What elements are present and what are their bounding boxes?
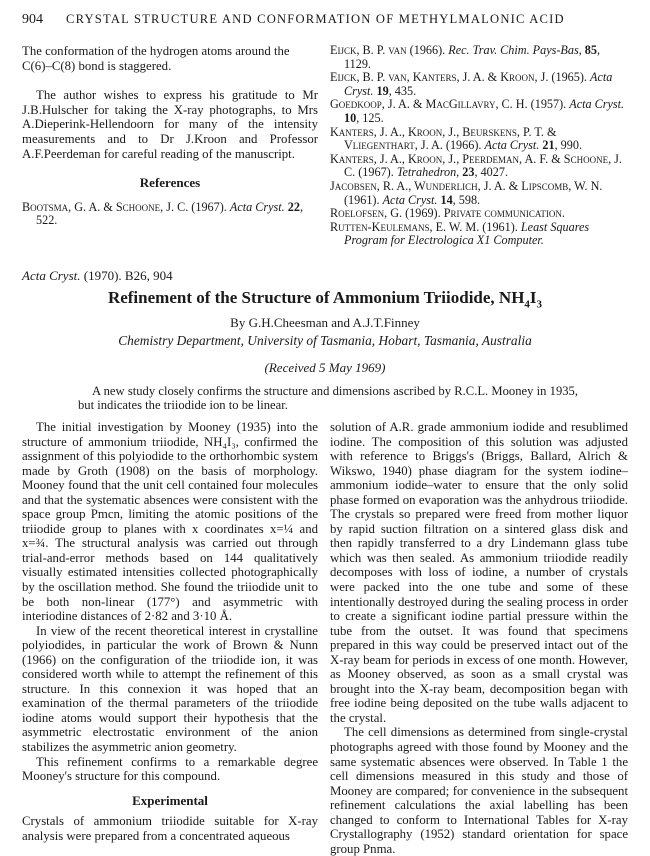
- reference-journal: Least Squares Program for Electrologica X1 Computer.: [344, 219, 590, 248]
- reference-authors: Jacobsen, R. A., Wunderlich, J. A. & Lipscomb, W. N. (1961).: [330, 178, 603, 207]
- reference-journal: Acta Cryst.: [229, 199, 288, 214]
- prev-article-left-column: [22, 44, 318, 228]
- page-number: 904: [22, 12, 43, 27]
- body-paragraph: solution of A.R. grade ammonium iodide and resublimed iodine. The composition of this solution was adjusted with reference to Briggs's (Briggs, Ballard, Alrich & Wikswo, 1940) phase diagram for the system iodine–ammonium iodide–water to ensure that the only solid phase formed on evaporation was the anhydrous triiodide. The crystals so prepared were freed from mother liquor by rapid suction filtration on a sintered glass disk and then rapidly transferred to a dry Lindemann glass tube which was then sealed. As ammonium triiodide readily decomposes with loss of iodine, a number of crystals were packed into the one tube and some of these intentionally destroyed during the sealing process in order to create a significant iodine partial pressure within the tube from the outset. It was found that specimens prepared in this way could be preserved intact out of the X-ray beam for periods in excess of one month. However, as Mooney observed, as soon as a small crystal was brought into the X-ray beam, decomposition began with free iodine being deposited on the tube walls adjacent to the crystal.: [330, 420, 628, 725]
- running-title: CRYSTAL STRUCTURE AND CONFORMATION OF METHYLMALONIC ACID: [66, 12, 565, 26]
- reference-authors: Eijck, B. P. van (1966).: [330, 43, 449, 57]
- reference-pages: , 4027.: [474, 165, 508, 180]
- reference-entry: [330, 71, 628, 98]
- article-title: Refinement of the Structure of Ammonium Triiodide, $NH_4I_3$: [107, 288, 543, 311]
- experimental-paragraph: Crystals of ammonium triiodide suitable for X-ray analysis were prepared from a concentrated aqueous: [22, 814, 318, 843]
- reference-journal: Acta Cryst.: [382, 192, 441, 207]
- reference-volume: 14: [440, 192, 453, 207]
- reference-entry: [330, 180, 628, 207]
- article-body-left-column: [22, 420, 318, 843]
- body-paragraph: The initial investigation by Mooney (1935) into the structure of ammonium triiodide, NH₄I₃, confirmed the assignment of this polyiodide to the orthorhombic system made by Groth (1908) on the basis of morphology. Mooney found that the unit cell contained four molecules and that the systematic absences were consistent with the space group Pmcn, limiting the atomic positions of the triiodide group to planes with x coordinates x=¼ and x=¾. The structural analysis was carried out through trial-and-error methods based on 144 qualitatively visually estimated intensities collected photographically by the oscillation method. She found the triiodide unit to be both non-linear (177°) and asymmetric with interiodine distances of 2·82 and 3·10 Å.: [22, 420, 318, 624]
- reference-authors: Rutten-Keulemans, E. W. M. (1961).: [330, 219, 521, 234]
- article-authors: By G.H.Cheesman and A.J.T.Finney: [230, 315, 420, 330]
- reference-authors: Kanters, J. A., Kroon, J., Peerdeman, A. F. & Schoone, J. C. (1967).: [330, 151, 622, 180]
- reference-journal: Rec. Trav. Chim. Pays-Bas,: [448, 43, 585, 57]
- article-abstract: A new study closely confirms the structure and dimensions ascribed by R.C.L. Mooney in 1935, but indicates the triiodide ion to be linear.: [78, 384, 578, 413]
- prev-conclusion: The conformation of the hydrogen atoms around the C(6)–C(8) bond is staggered.: [22, 44, 290, 73]
- experimental-heading: Experimental: [132, 792, 208, 808]
- reference-authors: Kanters, J. A., Kroon, J., Beurskens, P. T. & Vliegenthart, J. A. (1966).: [330, 124, 557, 153]
- reference-pages: , 598.: [452, 192, 481, 207]
- reference-volume: 22: [287, 199, 300, 214]
- article-affiliation: Chemistry Department, University of Tasmania, Hobart, Tasmania, Australia: [118, 333, 532, 348]
- body-paragraph: In view of the recent theoretical interest in crystalline polyiodides, in particular the work of Brown & Nunn (1966) on the configuration of the triiodide ion, it was considered worth while to attempt the refinement of this structure. In this connexion it was hoped that an examination of the thermal parameters of the triiodide iodine atoms would support their hypothesis that the asymmetric electrostatic environment of the anion stabilizes the asymmetric anion geometry.: [22, 623, 318, 755]
- reference-volume: 19: [376, 83, 389, 98]
- reference-volume: 23: [462, 165, 475, 180]
- reference-volume: 10: [344, 110, 357, 125]
- reference-entry: [330, 207, 628, 221]
- reference-entry: [330, 126, 628, 153]
- body-paragraph: This refinement confirms to a remarkable degree Mooney's structure for this compound.: [22, 754, 318, 784]
- article-body-right-column: [330, 420, 628, 856]
- reference-entry: [330, 44, 628, 71]
- article-citation: [22, 268, 173, 284]
- reference-authors: Eijck, B. P. van, Kanters, J. A. & Kroon, J. (1965).: [330, 70, 591, 85]
- reference-authors: Roelofsen, G. (1969). Private communication.: [330, 206, 565, 221]
- reference-entry: [330, 221, 628, 248]
- reference-pages: , 125.: [356, 110, 384, 125]
- citation-details: (1970). B26, 904: [83, 268, 173, 283]
- reference-journal: Acta Cryst.: [344, 70, 613, 98]
- reference-pages: , 522.: [36, 199, 304, 228]
- reference-authors: Goedkoop, J. A. & MacGillavry, C. H. (1957).: [330, 97, 570, 112]
- body-paragraph: The cell dimensions as determined from single-crystal photographs agreed with those found by Mooney and the same systematic absences were observed. In Table 1 the cell dimensions measured in this study and those of Mooney are compared; for convenience in the subsequent refinement calculations the axial labelling has been changed to conform to International Tables for X-ray Crystallography (1952) standard orientation for space group Pnma.: [330, 725, 628, 856]
- reference-authors: Bootsma, G. A. & Schoone, J. C. (1967).: [22, 199, 230, 214]
- reference-pages: , 435.: [388, 83, 417, 98]
- reference-pages: , 1129.: [344, 43, 601, 71]
- acknowledgement: The author wishes to express his gratitude to Mr J.B.Hulscher for taking the X-ray photographs, to Mrs A.Dieperink-Hellendoorn for many of the intensity measurements and to Dr J.Kroon and Professor A.F.Peerdeman for careful reading of the manuscript.: [22, 88, 318, 161]
- reference-entry: [330, 98, 628, 125]
- references-list-left: [22, 201, 318, 228]
- reference-journal: Acta Cryst.: [569, 97, 625, 112]
- references-heading: References: [139, 175, 201, 191]
- reference-volume: 85: [584, 43, 597, 57]
- received-date: (Received 5 May 1969): [264, 360, 386, 375]
- reference-journal: Acta Cryst.: [484, 138, 543, 153]
- reference-entry: [330, 153, 628, 180]
- reference-journal: Tetrahedron,: [396, 165, 463, 180]
- reference-entry: [22, 201, 318, 228]
- reference-pages: , 990.: [554, 138, 582, 153]
- citation-journal: Acta Cryst.: [22, 268, 81, 283]
- reference-volume: 21: [542, 138, 555, 153]
- references-list-right: [330, 44, 628, 248]
